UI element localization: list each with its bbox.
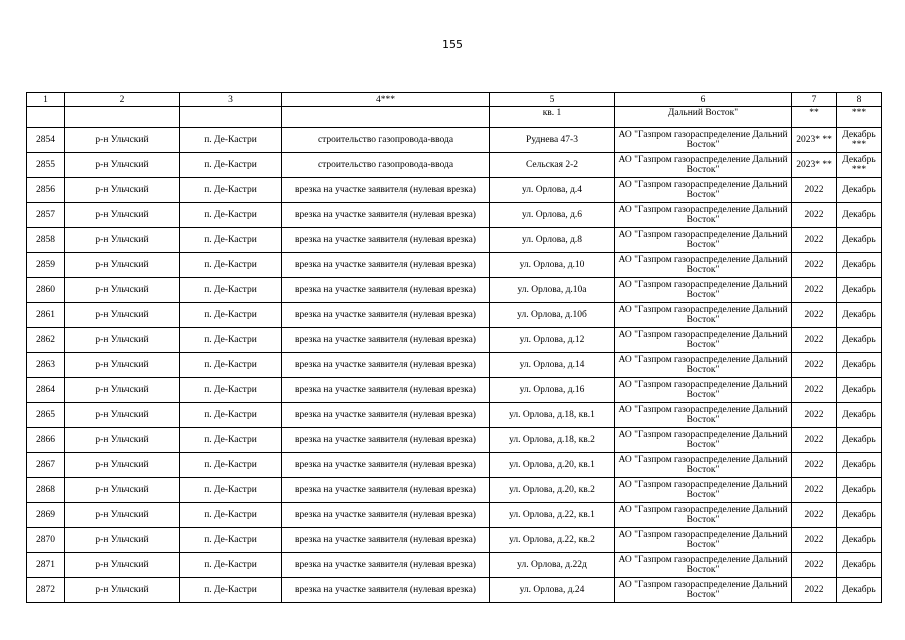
cell-col-year: 2022 <box>792 278 837 303</box>
cell-col-settlement: п. Де-Кастри <box>180 553 282 578</box>
cell-col-number: 2857 <box>27 203 65 228</box>
cell-col-address: ул. Орлова, д.18, кв.1 <box>490 403 615 428</box>
cell-col-work-type: врезка на участке заявителя (нулевая врезка) <box>282 403 490 428</box>
cell-col-settlement: п. Де-Кастри <box>180 253 282 278</box>
cell-col-settlement: п. Де-Кастри <box>180 153 282 178</box>
cell-col-settlement: п. Де-Кастри <box>180 403 282 428</box>
cell-col-work-type: врезка на участке заявителя (нулевая врезка) <box>282 353 490 378</box>
cell-col-address: ул. Орлова, д.16 <box>490 378 615 403</box>
cell-col-year: 2022 <box>792 453 837 478</box>
cell-col-district: р-н Ульчский <box>65 578 180 603</box>
cell-col-organization: АО "Газпром газораспределение Дальний Восток" <box>615 403 792 428</box>
cell-col-month: Декабрь <box>837 353 882 378</box>
cell-col-work-type: врезка на участке заявителя (нулевая врезка) <box>282 578 490 603</box>
cell-col-month: Декабрь <box>837 428 882 453</box>
cell-col-organization: АО "Газпром газораспределение Дальний Восток" <box>615 253 792 278</box>
cell-col-work-type: врезка на участке заявителя (нулевая врезка) <box>282 203 490 228</box>
cell-col-work-type: врезка на участке заявителя (нулевая врезка) <box>282 253 490 278</box>
cell-col-year: 2022 <box>792 378 837 403</box>
cell-col-settlement: п. Де-Кастри <box>180 578 282 603</box>
cell-col-work-type: врезка на участке заявителя (нулевая врезка) <box>282 178 490 203</box>
cell-col-organization: АО "Газпром газораспределение Дальний Восток" <box>615 528 792 553</box>
cell-col-district: р-н Ульчский <box>65 278 180 303</box>
cell-col-month: Декабрь <box>837 478 882 503</box>
table-row <box>27 128 882 153</box>
cell-col-district: р-н Ульчский <box>65 453 180 478</box>
cell-col-district: р-н Ульчский <box>65 328 180 353</box>
cell-col-district: р-н Ульчский <box>65 253 180 278</box>
cell-col-address: ул. Орлова, д.10а <box>490 278 615 303</box>
cell-col-number: 2858 <box>27 228 65 253</box>
cell-col-number: 2855 <box>27 153 65 178</box>
cell-col-address: ул. Орлова, д.20, кв.2 <box>490 478 615 503</box>
cell-col-number: 2856 <box>27 178 65 203</box>
cell-col-work-type: врезка на участке заявителя (нулевая врезка) <box>282 428 490 453</box>
cell-col-district: р-н Ульчский <box>65 178 180 203</box>
cell-col-district: р-н Ульчский <box>65 428 180 453</box>
cell-col-number: 2869 <box>27 503 65 528</box>
cell-col-district: р-н Ульчский <box>65 378 180 403</box>
cell-col-number: 2863 <box>27 353 65 378</box>
table-row <box>27 453 882 478</box>
cell-col-address: ул. Орлова, д.20, кв.1 <box>490 453 615 478</box>
table-row <box>27 578 882 603</box>
cell-col-district <box>65 107 180 128</box>
cell-col-settlement: п. Де-Кастри <box>180 503 282 528</box>
cell-col-organization: АО "Газпром газораспределение Дальний Восток" <box>615 503 792 528</box>
cell-col-district: 2 <box>65 93 180 107</box>
cell-col-work-type: врезка на участке заявителя (нулевая врезка) <box>282 528 490 553</box>
cell-col-settlement: п. Де-Кастри <box>180 478 282 503</box>
cell-col-year: 2022 <box>792 528 837 553</box>
table-row <box>27 153 882 178</box>
cell-col-month: Декабрь *** <box>837 128 882 153</box>
table-row <box>27 353 882 378</box>
table-row <box>27 428 882 453</box>
table-row <box>27 228 882 253</box>
table-row <box>27 303 882 328</box>
cell-col-organization: АО "Газпром газораспределение Дальний Восток" <box>615 178 792 203</box>
cell-col-month: Декабрь <box>837 578 882 603</box>
cell-col-address: ул. Орлова, д.10б <box>490 303 615 328</box>
cell-col-district: р-н Ульчский <box>65 478 180 503</box>
cell-col-month: Декабрь <box>837 403 882 428</box>
table-body <box>27 93 882 603</box>
cell-col-work-type: строительство газопровода-ввода <box>282 153 490 178</box>
cell-col-year: 2022 <box>792 478 837 503</box>
cell-col-settlement: 3 <box>180 93 282 107</box>
cell-col-address: ул. Орлова, д.10 <box>490 253 615 278</box>
table-row <box>27 328 882 353</box>
cell-col-year: 2022 <box>792 228 837 253</box>
cell-col-month: 8 <box>837 93 882 107</box>
cell-col-organization: АО "Газпром газораспределение Дальний Восток" <box>615 453 792 478</box>
page-number: 155 <box>442 38 463 51</box>
cell-col-year: 2022 <box>792 303 837 328</box>
cell-col-address: 5 <box>490 93 615 107</box>
cell-col-number: 2862 <box>27 328 65 353</box>
cell-col-address: ул. Орлова, д.22, кв.1 <box>490 503 615 528</box>
cell-col-number: 2871 <box>27 553 65 578</box>
cell-col-number: 2868 <box>27 478 65 503</box>
table-row <box>27 478 882 503</box>
table-row <box>27 403 882 428</box>
cell-col-year: 2023* ** <box>792 128 837 153</box>
header-row <box>27 93 882 107</box>
cell-col-number: 2870 <box>27 528 65 553</box>
cell-col-address: Руднева 47-3 <box>490 128 615 153</box>
cell-col-organization: АО "Газпром газораспределение Дальний Восток" <box>615 478 792 503</box>
cell-col-address: ул. Орлова, д.6 <box>490 203 615 228</box>
cell-col-settlement: п. Де-Кастри <box>180 228 282 253</box>
cell-col-address: ул. Орлова, д.22, кв.2 <box>490 528 615 553</box>
cell-col-address: ул. Орлова, д.8 <box>490 228 615 253</box>
cell-col-district: р-н Ульчский <box>65 353 180 378</box>
cell-col-organization: АО "Газпром газораспределение Дальний Восток" <box>615 153 792 178</box>
cell-col-settlement: п. Де-Кастри <box>180 378 282 403</box>
table-row <box>27 278 882 303</box>
cell-col-number: 2867 <box>27 453 65 478</box>
cell-col-district: р-н Ульчский <box>65 528 180 553</box>
cell-col-month: Декабрь <box>837 303 882 328</box>
cell-col-number: 2872 <box>27 578 65 603</box>
cell-col-district: р-н Ульчский <box>65 203 180 228</box>
cell-col-work-type: врезка на участке заявителя (нулевая врезка) <box>282 553 490 578</box>
cell-col-address: ул. Орлова, д.22д <box>490 553 615 578</box>
cell-col-month: Декабрь <box>837 278 882 303</box>
cell-col-district: р-н Ульчский <box>65 303 180 328</box>
cell-col-year: 2023* ** <box>792 153 837 178</box>
cell-col-month: Декабрь <box>837 503 882 528</box>
cell-col-work-type: врезка на участке заявителя (нулевая врезка) <box>282 503 490 528</box>
cell-col-organization: АО "Газпром газораспределение Дальний Восток" <box>615 428 792 453</box>
cell-col-organization: 6 <box>615 93 792 107</box>
table-row <box>27 253 882 278</box>
cell-col-organization: АО "Газпром газораспределение Дальний Восток" <box>615 228 792 253</box>
cell-col-month: Декабрь <box>837 178 882 203</box>
cell-col-settlement: п. Де-Кастри <box>180 203 282 228</box>
cell-col-year: 2022 <box>792 578 837 603</box>
cell-col-month: Декабрь <box>837 328 882 353</box>
cell-col-settlement: п. Де-Кастри <box>180 353 282 378</box>
cell-col-year: 2022 <box>792 203 837 228</box>
cell-col-district: р-н Ульчский <box>65 228 180 253</box>
cell-col-year: 7 <box>792 93 837 107</box>
cell-col-organization: АО "Газпром газораспределение Дальний Восток" <box>615 278 792 303</box>
cell-col-number: 2865 <box>27 403 65 428</box>
cell-col-organization: АО "Газпром газораспределение Дальний Восток" <box>615 353 792 378</box>
cell-col-number: 2861 <box>27 303 65 328</box>
cell-col-year: 2022 <box>792 328 837 353</box>
cell-col-settlement <box>180 107 282 128</box>
cell-col-organization: Дальний Восток" <box>615 107 792 128</box>
cell-col-year: 2022 <box>792 253 837 278</box>
cell-col-year: 2022 <box>792 428 837 453</box>
cell-col-number <box>27 107 65 128</box>
cell-col-settlement: п. Де-Кастри <box>180 528 282 553</box>
cell-col-district: р-н Ульчский <box>65 128 180 153</box>
cell-col-month: Декабрь *** <box>837 153 882 178</box>
cell-col-number: 2860 <box>27 278 65 303</box>
cell-col-year: 2022 <box>792 353 837 378</box>
cell-col-month: Декабрь <box>837 203 882 228</box>
cell-col-work-type: врезка на участке заявителя (нулевая врезка) <box>282 378 490 403</box>
cell-col-work-type: врезка на участке заявителя (нулевая врезка) <box>282 303 490 328</box>
cell-col-address: Сельская 2-2 <box>490 153 615 178</box>
cell-col-month: Декабрь <box>837 553 882 578</box>
cell-col-year: 2022 <box>792 553 837 578</box>
cell-col-month: Декабрь <box>837 378 882 403</box>
cell-col-number: 2866 <box>27 428 65 453</box>
cell-col-number: 2864 <box>27 378 65 403</box>
cell-col-work-type <box>282 107 490 128</box>
table-row <box>27 378 882 403</box>
cell-col-year: 2022 <box>792 178 837 203</box>
cell-col-month: Декабрь <box>837 453 882 478</box>
cell-col-number: 1 <box>27 93 65 107</box>
cell-col-settlement: п. Де-Кастри <box>180 278 282 303</box>
cell-col-organization: АО "Газпром газораспределение Дальний Восток" <box>615 328 792 353</box>
cell-col-district: р-н Ульчский <box>65 503 180 528</box>
cell-col-district: р-н Ульчский <box>65 403 180 428</box>
table-row <box>27 503 882 528</box>
cell-col-number: 2854 <box>27 128 65 153</box>
cell-col-address: ул. Орлова, д.24 <box>490 578 615 603</box>
cell-col-organization: АО "Газпром газораспределение Дальний Восток" <box>615 128 792 153</box>
cell-col-month: Декабрь <box>837 528 882 553</box>
cell-col-month: Декабрь <box>837 228 882 253</box>
cell-col-district: р-н Ульчский <box>65 153 180 178</box>
cell-col-settlement: п. Де-Кастри <box>180 128 282 153</box>
table-row <box>27 203 882 228</box>
cell-col-month: *** <box>837 107 882 128</box>
cell-col-number: 2859 <box>27 253 65 278</box>
cell-col-organization: АО "Газпром газораспределение Дальний Восток" <box>615 203 792 228</box>
data-table <box>26 92 882 603</box>
cell-col-address: ул. Орлова, д.4 <box>490 178 615 203</box>
table-row <box>27 528 882 553</box>
cell-col-work-type: врезка на участке заявителя (нулевая врезка) <box>282 328 490 353</box>
cell-col-settlement: п. Де-Кастри <box>180 303 282 328</box>
cell-col-year: 2022 <box>792 403 837 428</box>
continuation-row <box>27 107 882 128</box>
cell-col-settlement: п. Де-Кастри <box>180 328 282 353</box>
cell-col-settlement: п. Де-Кастри <box>180 428 282 453</box>
cell-col-organization: АО "Газпром газораспределение Дальний Восток" <box>615 303 792 328</box>
cell-col-address: кв. 1 <box>490 107 615 128</box>
cell-col-work-type: врезка на участке заявителя (нулевая врезка) <box>282 278 490 303</box>
table-row <box>27 553 882 578</box>
cell-col-settlement: п. Де-Кастри <box>180 453 282 478</box>
cell-col-settlement: п. Де-Кастри <box>180 178 282 203</box>
cell-col-work-type: врезка на участке заявителя (нулевая врезка) <box>282 453 490 478</box>
table-row <box>27 178 882 203</box>
cell-col-year: 2022 <box>792 503 837 528</box>
cell-col-district: р-н Ульчский <box>65 553 180 578</box>
cell-col-year: ** <box>792 107 837 128</box>
cell-col-work-type: врезка на участке заявителя (нулевая врезка) <box>282 478 490 503</box>
cell-col-month: Декабрь <box>837 253 882 278</box>
cell-col-organization: АО "Газпром газораспределение Дальний Восток" <box>615 553 792 578</box>
cell-col-organization: АО "Газпром газораспределение Дальний Восток" <box>615 378 792 403</box>
cell-col-work-type: строительство газопровода-ввода <box>282 128 490 153</box>
cell-col-work-type: врезка на участке заявителя (нулевая врезка) <box>282 228 490 253</box>
cell-col-address: ул. Орлова, д.18, кв.2 <box>490 428 615 453</box>
cell-col-address: ул. Орлова, д.14 <box>490 353 615 378</box>
cell-col-address: ул. Орлова, д.12 <box>490 328 615 353</box>
cell-col-organization: АО "Газпром газораспределение Дальний Восток" <box>615 578 792 603</box>
cell-col-work-type: 4*** <box>282 93 490 107</box>
